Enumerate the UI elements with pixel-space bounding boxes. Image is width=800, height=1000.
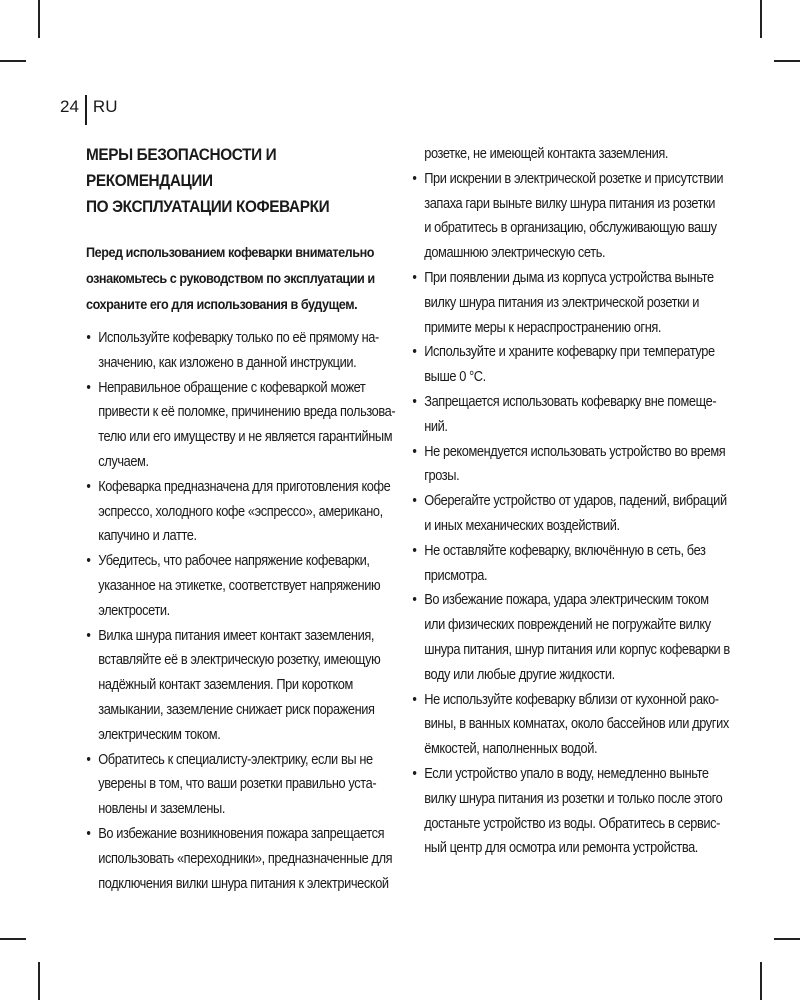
list-item — [84, 326, 403, 376]
bullet-icon: • — [86, 825, 91, 842]
list-item — [410, 440, 748, 490]
list-item — [84, 376, 403, 475]
text-line: новлены и заземлены. — [98, 801, 226, 818]
text-line: и обратитесь в организацию, обслуживающую вашу — [424, 220, 717, 237]
text-line: домашнюю электрическую сеть. — [424, 245, 606, 262]
bullet-icon: • — [86, 330, 91, 346]
list-item — [84, 748, 403, 822]
text-line: При появлении дыма из корпуса устройства выньте — [424, 269, 714, 286]
list-item — [410, 489, 748, 539]
list-item — [84, 822, 403, 896]
safety-list-left — [84, 326, 402, 896]
bullet-icon: • — [412, 393, 417, 410]
text-line: Неправильное обращение с кофеваркой может — [98, 379, 366, 396]
text-line: достаньте устройство из воды. Обратитесь в сервис- — [424, 815, 721, 832]
list-item — [410, 762, 748, 861]
text-line: вставляйте её в электрическую розетку, имеющую — [98, 652, 381, 669]
title-line: ПО ЭКСПЛУАТАЦИИ КОФЕВАРКИ — [86, 198, 330, 216]
text-line: электрическим током. — [98, 726, 221, 743]
text-line: капучино и латте. — [98, 528, 197, 545]
crop-mark — [0, 60, 26, 62]
bullet-icon: • — [86, 379, 91, 396]
text-line: При искрении в электрической розетке и присутствии — [424, 170, 724, 187]
language-code: RU — [92, 97, 118, 116]
text-line: вилку шнура питания из розетки и только после этого — [424, 790, 723, 807]
title-line: МЕРЫ БЕЗОПАСНОСТИ И РЕКОМЕНДАЦИИ — [86, 146, 277, 190]
bullet-icon: • — [412, 542, 417, 559]
text-line: Не используйте кофеварку вблизи от кухонной рако- — [424, 691, 719, 708]
text-line: Кофеварка предназначена для приготовления кофе — [98, 478, 391, 495]
text-line: примите меры к нераспространению огня. — [424, 319, 662, 336]
bullet-icon: • — [412, 344, 417, 361]
text-line: воду или любые другие жидкости. — [424, 666, 615, 683]
crop-mark — [774, 938, 800, 940]
crop-mark — [38, 962, 40, 1000]
text-line: Во избежание возникновения пожара запрещается — [98, 825, 385, 842]
text-line: замыкании, заземление снижает риск поражения — [98, 701, 375, 718]
list-item — [84, 624, 403, 748]
safety-list-right — [410, 142, 740, 861]
list-item — [410, 266, 748, 340]
right-column — [410, 142, 740, 861]
text-line: ёмкостей, наполненных водой. — [424, 741, 598, 758]
bullet-icon: • — [86, 751, 91, 768]
list-item — [410, 390, 748, 440]
list-item — [410, 340, 748, 390]
text-line: привести к её поломке, причинению вреда пользова- — [98, 404, 396, 421]
list-item — [84, 475, 403, 549]
text-line: указанное на этикетке, соответствует напряжению — [98, 577, 381, 594]
text-line: Используйте кофеварку только по её прямому на- — [98, 330, 379, 346]
bullet-icon: • — [412, 765, 417, 782]
crop-mark — [774, 60, 800, 62]
text-line: вилку шнура питания из электрической розетки и — [424, 294, 699, 311]
bullet-icon: • — [412, 691, 417, 708]
text-line: Оберегайте устройство от ударов, падений, вибраций — [424, 493, 727, 510]
text-line: Во избежание пожара, удара электрическим током — [424, 592, 709, 609]
text-line: ный центр для осмотра или ремонта устройства. — [424, 840, 698, 857]
crop-mark — [0, 938, 26, 940]
crop-mark — [760, 962, 762, 1000]
text-line: использовать «переходники», предназначенные для — [98, 850, 393, 867]
text-line: шнура питания, шнур питания или корпус кофеварки в — [424, 641, 730, 658]
list-item — [410, 539, 748, 589]
text-line: запаха гари выньте вилку шнура питания из розетки — [424, 195, 716, 212]
text-line: сохраните его для использования в будущем. — [86, 297, 358, 313]
text-line: присмотра. — [424, 567, 488, 584]
text-line: выше 0 °С. — [424, 369, 486, 386]
text-line: надёжный контакт заземления. При коротком — [98, 677, 353, 694]
text-line: ознакомьтесь с руководством по эксплуатации и — [86, 271, 375, 287]
text-line: Запрещается использовать кофеварку вне помеще- — [424, 393, 717, 410]
bullet-icon: • — [412, 170, 417, 187]
text-line: ний. — [424, 418, 448, 435]
text-line: Используйте и храните кофеварку при температуре — [424, 344, 715, 361]
list-item — [410, 588, 748, 687]
crop-mark — [38, 0, 40, 38]
list-item — [84, 549, 403, 623]
text-line: подключения вилки шнура питания к электрической — [98, 875, 389, 892]
bullet-icon: • — [412, 269, 417, 286]
bullet-icon: • — [412, 493, 417, 510]
text-line: Не оставляйте кофеварку, включённую в сеть, без — [424, 542, 706, 559]
text-line: уверены в том, что ваши розетки правильно уста- — [98, 776, 377, 793]
left-column — [84, 142, 402, 896]
list-item — [410, 688, 748, 762]
list-item — [410, 167, 748, 266]
bullet-icon: • — [86, 627, 91, 644]
text-line: телю или его имуществу и не является гарантийным — [98, 429, 393, 446]
bullet-icon: • — [412, 443, 417, 460]
text-line: случаем. — [98, 453, 149, 470]
text-line: Не рекомендуется использовать устройство во время — [424, 443, 726, 460]
text-line: и иных механических воздействий. — [424, 517, 620, 534]
text-line: значению, как изложено в данной инструкции. — [98, 354, 357, 371]
page-number: 24 — [60, 97, 79, 116]
text-line: грозы. — [424, 468, 460, 485]
bullet-icon: • — [86, 553, 91, 570]
text-line: Обратитесь к специалисту-электрику, если вы не — [98, 751, 373, 768]
text-line: Если устройство упало в воду, немедленно выньте — [424, 765, 709, 782]
intro-paragraph — [86, 240, 398, 318]
text-line: эспрессо, холодного кофе «эспрессо», американо, — [98, 503, 383, 520]
text-line: Вилка шнура питания имеет контакт заземления, — [98, 627, 375, 644]
text-line: или физических повреждений не погружайте вилку — [424, 617, 711, 634]
text-line: Убедитесь, что рабочее напряжение кофеварки, — [98, 553, 370, 570]
page-header — [60, 89, 117, 125]
page-title — [86, 142, 402, 220]
text-line: вины, в ванных комнатах, около бассейнов или других — [424, 716, 729, 733]
text-line: Перед использованием кофеварки внимательно — [86, 245, 375, 261]
crop-mark — [760, 0, 762, 38]
text-line: электросети. — [98, 602, 170, 619]
bullet-icon: • — [86, 478, 91, 495]
list-item-continuation: розетке, не имеющей контакта заземления. — [424, 146, 669, 162]
bullet-icon: • — [412, 592, 417, 609]
